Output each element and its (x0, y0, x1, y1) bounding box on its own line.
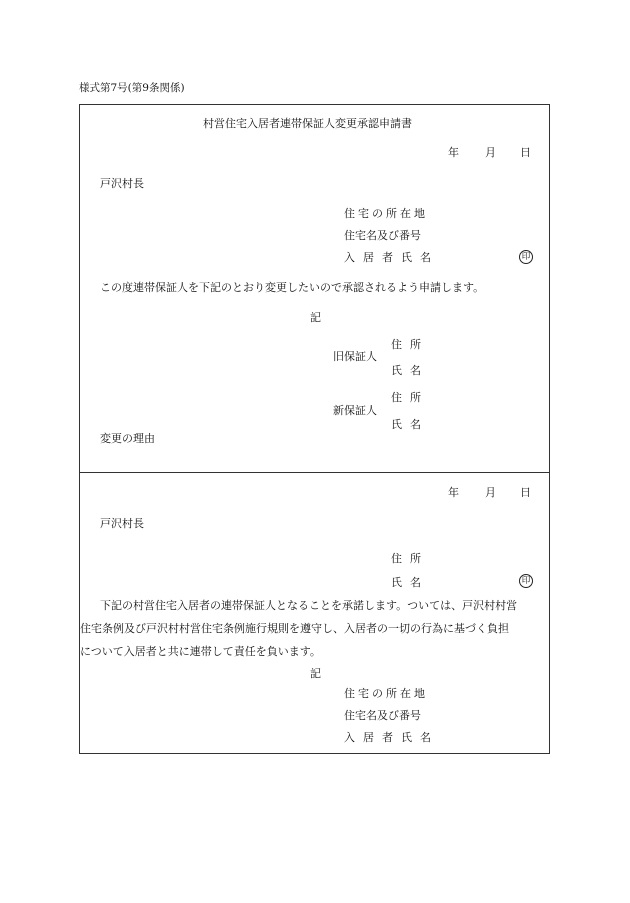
form-box (79, 104, 550, 754)
old-guarantor-name-label (391, 365, 429, 376)
consent-body-line-2: 住宅条例及び戸沢村村営住宅条例施行規則を遵守し、入居者の一切の行為に基づく負担 (80, 622, 509, 635)
consent-address-text: 住所 (391, 552, 429, 565)
consent-field-tenant-name: 入居者氏名 (344, 731, 439, 744)
seal-icon: 印 (519, 250, 533, 264)
consent-body-line-3: について入居者と共に連帯して責任を負います。 (80, 645, 321, 658)
ki-mark: 記 (310, 311, 321, 324)
consent-name-label (391, 577, 429, 588)
addressee: 戸沢村長 (100, 177, 144, 190)
new-guarantor-address-text: 住所 (391, 391, 429, 404)
new-guarantor-name-label (391, 419, 429, 430)
consent-name-text: 氏名 (391, 576, 429, 589)
consent-body-line-1: 下記の村営住宅入居者の連帯保証人となることを承諾します。ついては、戸沢村村営 (100, 599, 518, 612)
old-guarantor-name-text: 氏名 (391, 364, 429, 377)
field-tenant-name: 入居者氏名 (344, 251, 439, 264)
consent-field-housing-name: 住宅名及び番号 (344, 709, 421, 722)
field-housing-name: 住宅名及び番号 (344, 229, 421, 242)
form-number-label: 様式第7号(第9条関係) (79, 82, 185, 94)
old-guarantor-address-text: 住所 (391, 338, 429, 351)
new-guarantor-label: 新保証人 (333, 404, 377, 417)
old-guarantor-label: 旧保証人 (333, 350, 377, 363)
date-month-label: 月 (485, 146, 496, 159)
form-title: 村営住宅入居者連帯保証人変更承認申請書 (203, 117, 412, 130)
new-guarantor-name-text: 氏名 (391, 418, 429, 431)
change-reason-label: 変更の理由 (100, 432, 155, 445)
section-divider (80, 472, 549, 473)
consent-date-month-label: 月 (485, 486, 496, 499)
field-housing-address: 住宅の所在地 (344, 207, 428, 220)
new-guarantor-address-label (391, 392, 429, 403)
consent-address-label (391, 553, 429, 564)
date-day-label: 日 (520, 146, 531, 159)
consent-ki-mark: 記 (310, 667, 321, 680)
consent-addressee: 戸沢村長 (100, 517, 144, 530)
consent-seal-icon: 印 (519, 574, 533, 588)
consent-date-day-label: 日 (520, 486, 531, 499)
consent-field-housing-address: 住宅の所在地 (344, 687, 428, 700)
date-year-label: 年 (448, 146, 459, 159)
consent-date-year-label: 年 (448, 486, 459, 499)
old-guarantor-address-label (391, 339, 429, 350)
request-text: この度連帯保証人を下記のとおり変更したいので承認されるよう申請します。 (100, 281, 485, 294)
